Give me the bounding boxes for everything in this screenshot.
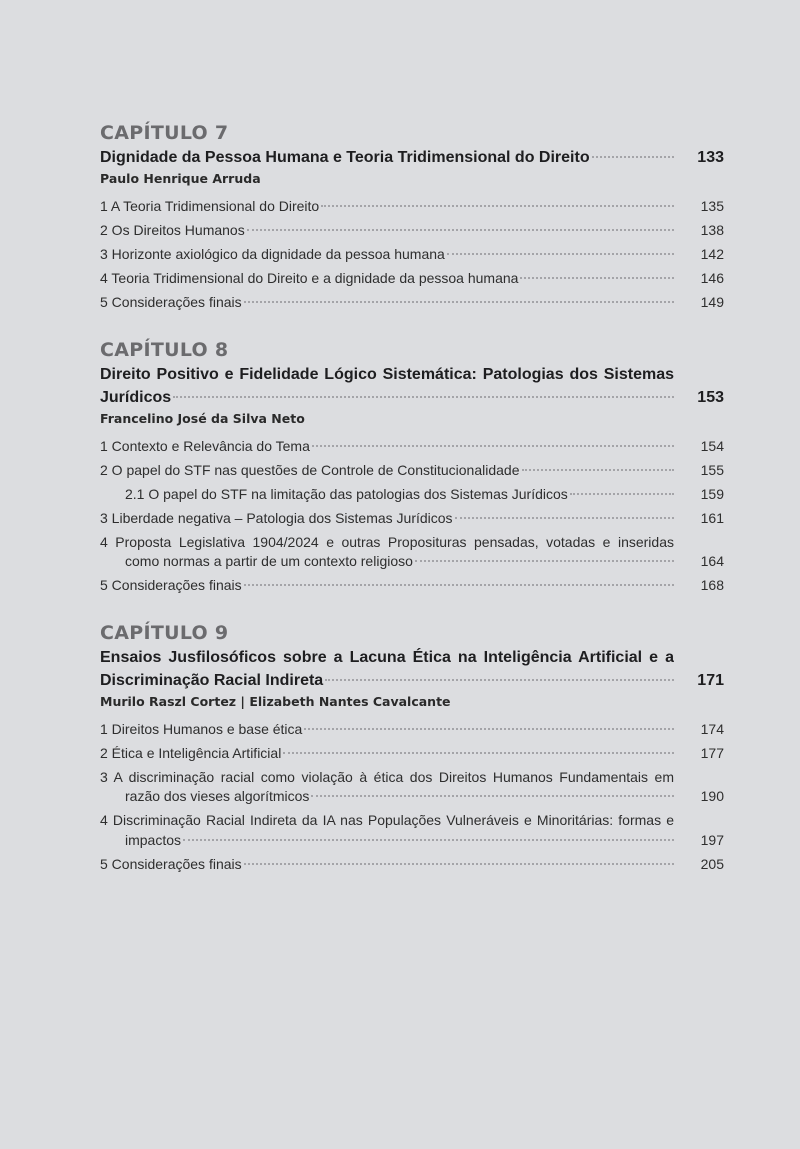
- toc-entry-text: 2 O papel do STF nas questões de Controle de Constitucionalidade: [100, 461, 520, 478]
- dot-leader: [415, 558, 674, 562]
- toc-entry[interactable]: [100, 221, 724, 241]
- page-number: 155: [700, 461, 724, 478]
- toc-entry[interactable]: [100, 720, 724, 740]
- author-name: Paulo Henrique Arruda: [100, 171, 261, 186]
- toc-entry[interactable]: [100, 509, 724, 529]
- chapter-title-line: Ensaios Jusfilosóficos sobre a Lacuna Ética na Inteligência Artificial e a: [100, 648, 674, 666]
- dot-leader: [325, 677, 674, 681]
- toc-entry-text: 5 Considerações finais: [100, 577, 242, 593]
- page-number: 146: [700, 270, 724, 286]
- page-number: 190: [700, 788, 724, 804]
- chapter-title-text: Jurídicos: [100, 388, 172, 406]
- toc-entry[interactable]: [100, 855, 724, 875]
- page-number: 174: [700, 720, 724, 737]
- toc-entry-text: como normas a partir de um contexto religioso: [125, 553, 413, 569]
- page-number: 153: [697, 388, 724, 406]
- dot-leader: [520, 275, 674, 279]
- toc-entry-text: 5 Considerações finais: [100, 855, 242, 872]
- dot-leader: [455, 515, 674, 519]
- toc-entry-text: 5 Considerações finais: [100, 294, 242, 310]
- author-name: Murilo Raszl Cortez | Elizabeth Nantes Cavalcante: [100, 693, 451, 709]
- toc-entry-line: 3 A discriminação racial como violação à ética dos Direitos Humanos Fundamentais em: [100, 768, 674, 785]
- dot-leader: [522, 467, 675, 471]
- toc-entry-text: 3 Horizonte axiológico da dignidade da pessoa humana: [100, 246, 445, 262]
- dot-leader: [244, 299, 674, 303]
- dot-leader: [183, 837, 674, 841]
- toc-entry[interactable]: [100, 533, 724, 572]
- chapter-section: [100, 337, 724, 596]
- page-number: 205: [700, 855, 724, 872]
- dot-leader: [570, 491, 674, 495]
- toc-entry[interactable]: [100, 768, 724, 807]
- chapter-title-text: Discriminação Racial Indireta: [100, 671, 324, 689]
- dot-leader: [283, 750, 674, 754]
- toc-entry[interactable]: [100, 437, 724, 457]
- toc-entry-text: 2 Os Direitos Humanos: [100, 222, 245, 238]
- chapter-label: CAPÍTULO 8: [100, 338, 229, 361]
- toc-entry-line: 4 Discriminação Racial Indireta da IA nas Populações Vulneráveis e Minoritárias: formas e: [100, 812, 674, 828]
- page-number: 197: [700, 831, 724, 848]
- toc-entry-text: 1 Direitos Humanos e base ética: [100, 720, 303, 737]
- dot-leader: [244, 582, 674, 586]
- toc-entry[interactable]: [100, 269, 724, 289]
- dot-leader: [312, 443, 674, 447]
- dot-leader: [321, 203, 674, 207]
- chapter-title-link[interactable]: [100, 146, 724, 169]
- toc-entry[interactable]: [100, 576, 724, 596]
- toc-entry-text: 2.1 O papel do STF na limitação das patologias dos Sistemas Jurídicos: [125, 485, 568, 502]
- toc-entry[interactable]: [100, 744, 724, 764]
- page-number: 133: [697, 149, 724, 166]
- author-name: Francelino José da Silva Neto: [100, 410, 305, 426]
- page-number: 159: [700, 485, 724, 502]
- toc-entry-text: impactos: [125, 831, 182, 848]
- chapter-label: CAPÍTULO 7: [100, 122, 229, 144]
- dot-leader: [447, 251, 674, 255]
- toc-entry[interactable]: [100, 811, 724, 850]
- toc-entry-line: 4 Proposta Legislativa 1904/2024 e outras Proposituras pensadas, votadas e inseridas: [100, 533, 674, 550]
- toc-entry-text: 2 Ética e Inteligência Artificial: [100, 744, 282, 761]
- page-number: 171: [697, 671, 724, 689]
- page-number: 149: [700, 294, 724, 310]
- dot-leader: [311, 793, 674, 797]
- toc-entry-text: 1 Contexto e Relevância do Tema: [100, 437, 310, 454]
- page-number: 161: [700, 509, 724, 526]
- chapter-title-line: Direito Positivo e Fidelidade Lógico Sistemática: Patologias dos Sistemas: [100, 365, 674, 383]
- dot-leader: [244, 861, 674, 865]
- page-number: 168: [700, 577, 724, 593]
- page-number: 142: [700, 246, 724, 262]
- toc-entry-text: 3 Liberdade negativa – Patologia dos Sistemas Jurídicos: [100, 509, 453, 526]
- dot-leader: [247, 227, 674, 231]
- chapter-title-text: Dignidade da Pessoa Humana e Teoria Tridimensional do Direito: [100, 149, 590, 166]
- chapter-section: [100, 120, 724, 313]
- dot-leader: [173, 394, 674, 398]
- dot-leader: [304, 726, 674, 730]
- chapter-label: CAPÍTULO 9: [100, 621, 229, 644]
- toc-entry-text: 4 Teoria Tridimensional do Direito e a dignidade da pessoa humana: [100, 270, 519, 286]
- toc-entry-text: razão dos vieses algorítmicos: [125, 788, 310, 804]
- page-number: 177: [700, 744, 724, 761]
- chapter-title-link[interactable]: [100, 363, 724, 409]
- toc-entry[interactable]: [100, 197, 724, 217]
- page-number: 164: [700, 553, 724, 569]
- toc-entry[interactable]: [100, 293, 724, 313]
- toc-entry[interactable]: [100, 461, 724, 481]
- toc-entry[interactable]: [100, 485, 724, 505]
- table-of-contents: [100, 120, 724, 898]
- chapter-section: [100, 620, 724, 875]
- page-number: 135: [700, 198, 724, 214]
- chapter-title-link[interactable]: [100, 646, 724, 692]
- page-number: 154: [700, 437, 724, 454]
- dot-leader: [592, 154, 674, 158]
- page-number: 138: [700, 222, 724, 238]
- toc-entry[interactable]: [100, 245, 724, 265]
- toc-entry-text: 1 A Teoria Tridimensional do Direito: [100, 198, 320, 214]
